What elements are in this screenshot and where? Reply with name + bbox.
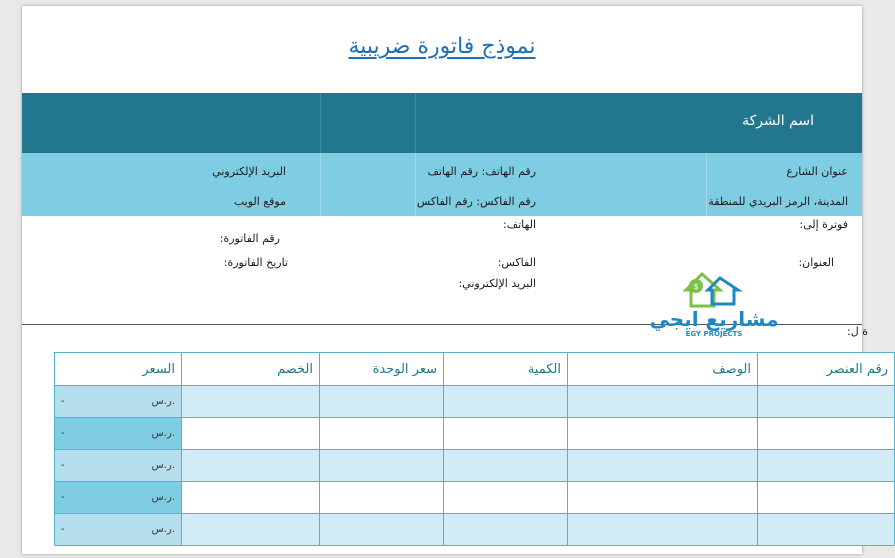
table-row [55, 514, 895, 546]
invoice-number-label: رقم الفاتورة: [219, 232, 280, 245]
table-row [55, 386, 895, 418]
discount-cell[interactable] [182, 514, 320, 546]
fax-label: الفاكس: [497, 256, 536, 269]
unit-price-cell[interactable] [320, 450, 444, 482]
price-cell[interactable] [55, 386, 182, 418]
band-divider [706, 153, 707, 216]
ship-to-label: ة ل: [847, 325, 868, 338]
company-header-band [22, 93, 862, 153]
price-currency: ر.س. [151, 396, 175, 407]
logo-text: مشاريع ايجي [649, 307, 779, 331]
table-header-row [55, 353, 895, 386]
header-discount: الخصم [182, 353, 320, 386]
company-name: اسم الشركة [742, 113, 814, 129]
logo-subtext: EGY PROJECTS [685, 330, 743, 338]
description-cell[interactable] [568, 450, 758, 482]
company-street: عنوان الشارع [786, 165, 848, 178]
price-amount: - [61, 460, 65, 471]
band-divider [415, 153, 416, 216]
item-number-cell[interactable] [758, 418, 895, 450]
item-number-cell[interactable] [758, 386, 895, 418]
description-cell[interactable] [568, 482, 758, 514]
quantity-cell[interactable] [444, 418, 568, 450]
header-quantity: الكمية [444, 353, 568, 386]
discount-cell[interactable] [182, 450, 320, 482]
discount-cell[interactable] [182, 386, 320, 418]
unit-price-cell[interactable] [320, 482, 444, 514]
price-currency: ر.س. [151, 524, 175, 535]
description-cell[interactable] [568, 386, 758, 418]
header-unit-price: سعر الوحدة [320, 353, 444, 386]
egy-projects-logo [634, 268, 794, 340]
bill-to-label: فوترة إلى: [799, 218, 848, 231]
quantity-cell[interactable] [444, 386, 568, 418]
table-row [55, 450, 895, 482]
invoice-date-label: تاريخ الفاتورة: [223, 256, 288, 269]
header-price: السعر [55, 353, 182, 386]
description-cell[interactable] [568, 514, 758, 546]
items-table-wrap [54, 352, 888, 554]
description-cell[interactable] [568, 418, 758, 450]
company-details-band [22, 153, 862, 216]
price-amount: - [61, 428, 65, 439]
header-item-number: رقم العنصر [758, 353, 895, 386]
invoice-title: نموذج فاتورة ضريبية [348, 34, 536, 59]
price-cell[interactable] [55, 482, 182, 514]
discount-cell[interactable] [182, 482, 320, 514]
price-cell[interactable] [55, 418, 182, 450]
email-label: البريد الإلكتروني: [458, 277, 536, 290]
address-label: العنوان: [798, 256, 834, 269]
price-cell[interactable] [55, 514, 182, 546]
company-phone: رقم الهاتف: رقم الهاتف [427, 165, 536, 178]
quantity-cell[interactable] [444, 450, 568, 482]
company-website: موقع الويب [233, 195, 286, 208]
band-divider [320, 153, 321, 216]
unit-price-cell[interactable] [320, 386, 444, 418]
svg-text:$: $ [693, 282, 699, 291]
company-email: البريد الإلكتروني [212, 165, 286, 178]
item-number-cell[interactable] [758, 514, 895, 546]
table-row [55, 482, 895, 514]
price-amount: - [61, 492, 65, 503]
price-amount: - [61, 396, 65, 407]
price-currency: ر.س. [151, 460, 175, 471]
unit-price-cell[interactable] [320, 514, 444, 546]
band-divider [320, 93, 321, 153]
discount-cell[interactable] [182, 418, 320, 450]
header-description: الوصف [568, 353, 758, 386]
items-table [54, 352, 895, 546]
item-number-cell[interactable] [758, 482, 895, 514]
price-amount: - [61, 524, 65, 535]
company-city-zip: المدينة، الرمز البريدي للمنطقة [708, 195, 848, 208]
price-currency: ر.س. [151, 492, 175, 503]
company-fax: رقم الفاكس: رقم الفاكس [416, 195, 536, 208]
invoice-page [22, 6, 888, 554]
band-divider [415, 93, 416, 153]
phone-label: الهاتف: [503, 218, 536, 231]
price-currency: ر.س. [151, 428, 175, 439]
quantity-cell[interactable] [444, 514, 568, 546]
table-row [55, 418, 895, 450]
item-number-cell[interactable] [758, 450, 895, 482]
unit-price-cell[interactable] [320, 418, 444, 450]
price-cell[interactable] [55, 450, 182, 482]
quantity-cell[interactable] [444, 482, 568, 514]
